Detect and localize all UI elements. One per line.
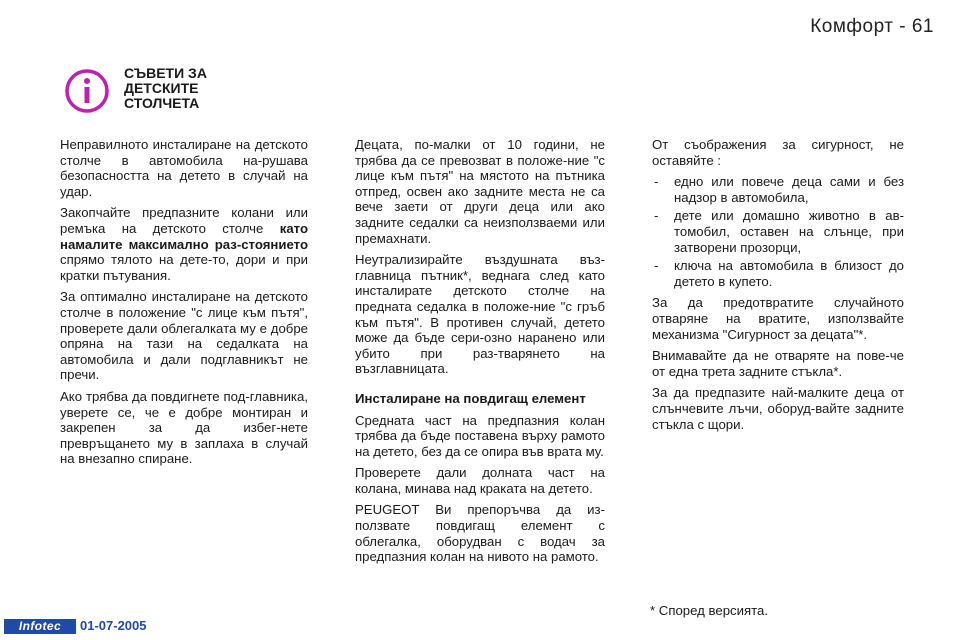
- warning-list: [652, 174, 904, 289]
- paragraph-text: Закопчайте предпазните колани или ремъка на детското столче: [60, 205, 308, 236]
- info-icon: [64, 68, 110, 114]
- paragraph: Проверете дали долната част на колана, минава над краката на детето.: [355, 465, 605, 496]
- footnote: * Според версията.: [650, 603, 769, 618]
- infotec-logo: Infotec: [4, 619, 76, 634]
- info-title-line: СЪВЕТИ ЗА: [124, 65, 207, 81]
- paragraph-text: спрямо тялото на дете-то, дори и при кратки пътувания.: [60, 252, 308, 283]
- paragraph: Неутрализирайте въздушната въз-главница пътник*, веднага след като инсталирате детското столче на предната седалка в положе-ние "с гръб към пътя". В противен случай, детето може да бъде сери-озно наранено или убито при раз-тварянето на възглавницата.: [355, 252, 605, 377]
- paragraph: Децата, по-малки от 10 години, не трябва да се превозват в положе-ние "с лице към пътя" на мястото на пътника отпред, освен ако задните места не са вече заети от други деца или ако задните седалки са неизползваеми или премахнати.: [355, 137, 605, 246]
- text-column-1: [60, 137, 308, 473]
- paragraph: За да предотвратите случайното отваряне на вратите, използвайте механизма "Сигурност за децата"*.: [652, 295, 904, 342]
- paragraph: От съображения за сигурност, не оставяйте :: [652, 137, 904, 168]
- list-item: - ключа на автомобила в близост до детето в купето.: [652, 258, 904, 289]
- text-column-2: [355, 137, 605, 571]
- paragraph: За да предпазите най-малките деца от слънчевите лъчи, оборуд-вайте задните стъкла с щори.: [652, 385, 904, 432]
- paragraph: Неправилното инсталиране на детското столче в автомобила на-рушава безопасността на детето в случай на удар.: [60, 137, 308, 199]
- paragraph: Средната част на предпазния колан трябва да бъде поставена върху рамото на детето, без да се опира във врата му.: [355, 412, 605, 459]
- list-item: - дете или домашно животно в ав-томобил, оставен на слънце, при затворени прозорци,: [652, 208, 904, 255]
- info-title-line: СТОЛЧЕТА: [124, 95, 200, 111]
- paragraph: PEUGEOT Ви препоръчва да из-ползвате повдигащ елемент с облегалка, оборудван с водач за предпазния колан на нивото на рамото.: [355, 502, 605, 565]
- footer-date: 01-07-2005: [80, 618, 147, 633]
- list-item: - едно или повече деца сами и без надзор в автомобила,: [652, 174, 904, 205]
- info-box-title: [124, 66, 207, 111]
- paragraph: За оптимално инсталиране на детското столче в положение "с лице към пътя", проверете дали облегалката му е добре опряна на тази на седалката на автомобила и дали подглавникът не пречи.: [60, 289, 308, 383]
- info-title-line: ДЕТСКИТЕ: [124, 80, 199, 96]
- paragraph-bold-text: като намалите максимално раз-стоянието: [60, 220, 308, 252]
- page-header-title: Комфорт - 61: [810, 16, 934, 37]
- text-column-3: [652, 137, 904, 438]
- paragraph: Ако трябва да повдигнете под-главника, уверете се, че е добре монтиран и закрепен за да избег-нете превръщането му в заплаха в случай на внезапно спиране.: [60, 388, 308, 467]
- paragraph: Внимавайте да не отваряте на пове-че от една трета задните стъкла*.: [652, 348, 904, 379]
- paragraph: [60, 205, 308, 283]
- section-subheading: Инсталиране на повдигащ елемент: [355, 390, 586, 406]
